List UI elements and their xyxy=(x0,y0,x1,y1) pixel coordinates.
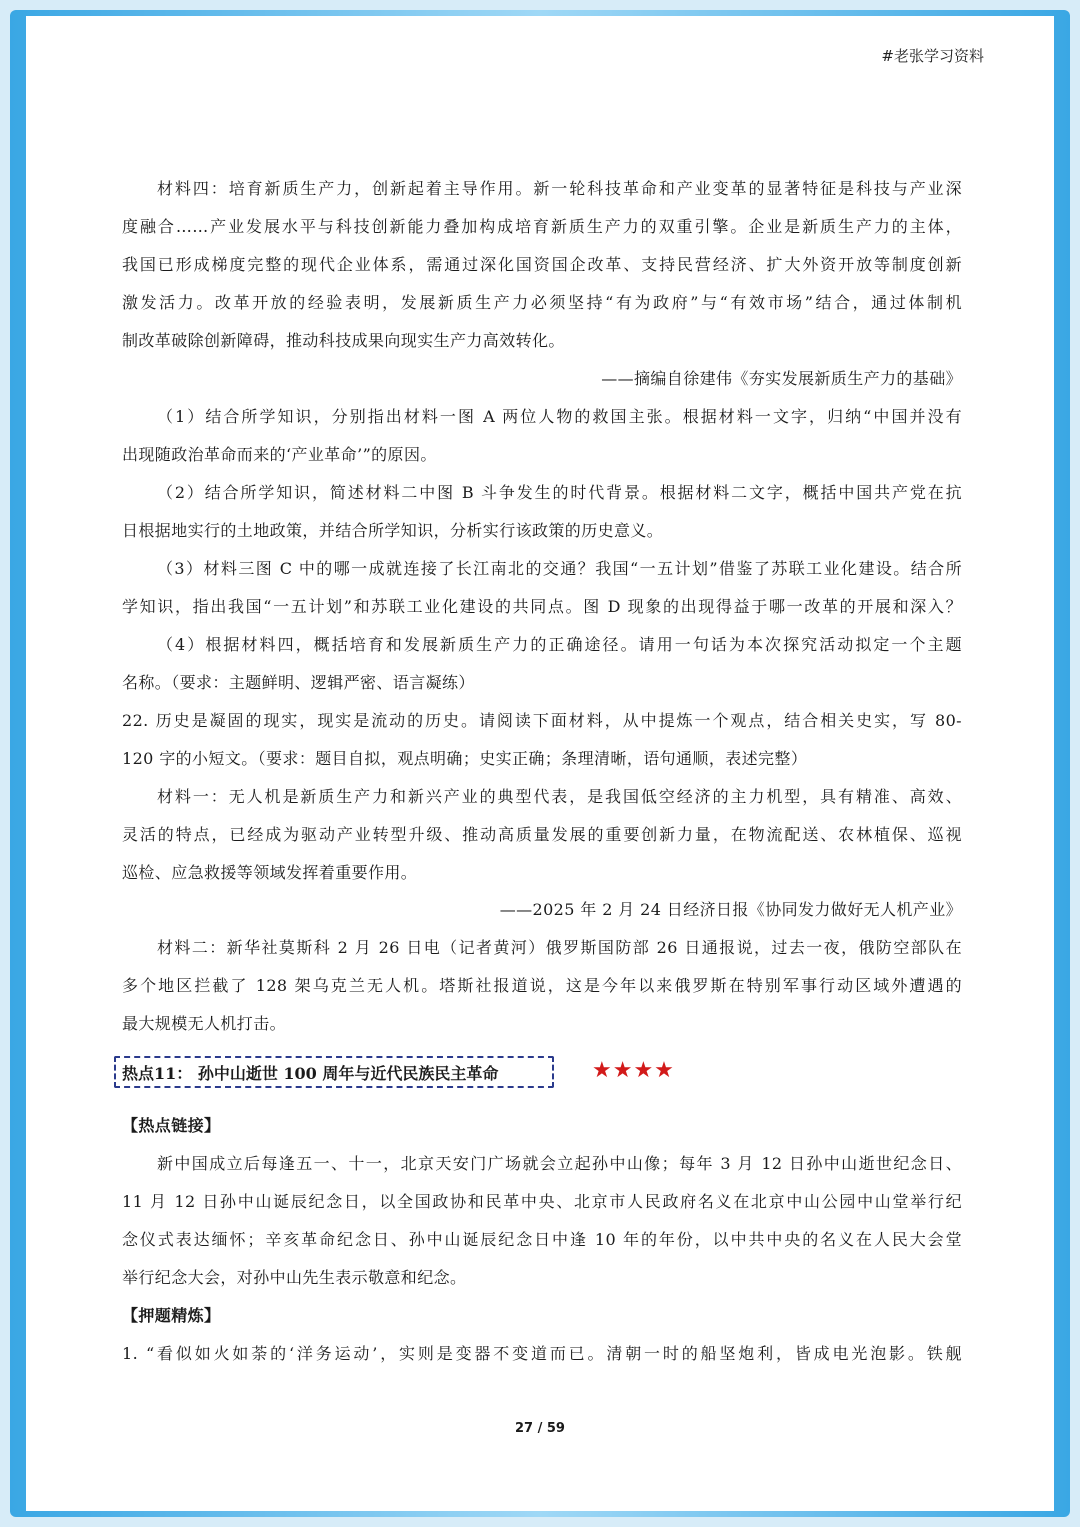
watermark: #老张学习资料 xyxy=(881,47,984,65)
question-2-line: 日根据地实行的土地政策，并结合所学知识，分析实行该政策的历史意义。 xyxy=(122,521,664,540)
question-4-line: （4）根据材料四，概括培育和发展新质生产力的正确途径。请用一句话为本次探究活动拟定一个主题 xyxy=(157,635,962,654)
hotspot-title: 热点11： 孙中山逝世 100 周年与近代民族民主革命 xyxy=(114,1056,554,1088)
question-3-line: （3）材料三图 C 中的哪一成就连接了长江南北的交通？我国“一五计划”借鉴了苏联工业化建设。结合所 xyxy=(157,559,962,578)
q22-material2-line: 多个地区拦截了 128 架乌克兰无人机。塔斯社报道说，这是今年以来俄罗斯在特别军事行动区域外遭遇的 xyxy=(122,976,962,995)
importance-stars: ★★★★ xyxy=(592,1058,675,1083)
question-1-line: 出现随政治革命而来的‘产业革命’”的原因。 xyxy=(122,445,437,464)
material4-line: 制改革破除创新障碍，推动科技成果向现实生产力高效转化。 xyxy=(122,331,565,350)
q22-material1-line: 巡检、应急救援等领域发挥着重要作用。 xyxy=(122,863,418,882)
exam-question-1: 1. “看似如火如荼的‘洋务运动’，实则是变器不变道而已。清朝一时的船坚炮利，皆成电光泡影。铁舰 xyxy=(122,1344,962,1363)
question-4-line: 名称。（要求：主题鲜明、逻辑严密、语言凝练） xyxy=(122,673,475,692)
material4-line: 度融合……产业发展水平与科技创新能力叠加构成培育新质生产力的双重引擎。企业是新质生产力的主体， xyxy=(122,217,962,236)
question-1-line: （1）结合所学知识，分别指出材料一图 A 两位人物的救国主张。根据材料一文字，归纳“中国并没有 xyxy=(157,407,962,426)
exam-heading: 【押题精炼】 xyxy=(122,1306,221,1325)
hotspot-link-heading: 【热点链接】 xyxy=(122,1116,221,1135)
page-number: 27 / 59 xyxy=(515,1421,565,1436)
hotspot-link-line: 新中国成立后每逢五一、十一，北京天安门广场就会立起孙中山像；每年 3 月 12 日孙中山逝世纪念日、 xyxy=(157,1154,962,1173)
question-22-line: 22. 历史是凝固的现实，现实是流动的历史。请阅读下面材料，从中提炼一个观点，结合相关史实，写 80- xyxy=(122,711,962,730)
question-2-line: （2）结合所学知识，简述材料二中图 B 斗争发生的时代背景。根据材料二文字，概括中国共产党在抗 xyxy=(157,483,962,502)
q22-material1-line: 灵活的特点，已经成为驱动产业转型升级、推动高质量发展的重要创新力量，在物流配送、农林植保、巡视 xyxy=(122,825,962,844)
q22-material1-line: 材料一：无人机是新质生产力和新兴产业的典型代表，是我国低空经济的主力机型，具有精准、高效、 xyxy=(157,787,962,806)
document-page xyxy=(26,16,1054,1511)
material4-line: 我国已形成梯度完整的现代企业体系，需通过深化国资国企改革、支持民营经济、扩大外资开放等制度创新 xyxy=(122,255,962,274)
q22-material1-source: ——2025 年 2 月 24 日经济日报《协同发力做好无人机产业》 xyxy=(499,900,962,919)
hotspot-link-line: 11 月 12 日孙中山诞辰纪念日，以全国政协和民革中央、北京市人民政府名义在北京中山公园中山堂举行纪 xyxy=(122,1192,962,1211)
material4-line: 激发活力。改革开放的经验表明，发展新质生产力必须坚持“有为政府”与“有效市场”结合，通过体制机 xyxy=(122,293,962,312)
material4-line: 材料四：培育新质生产力，创新起着主导作用。新一轮科技革命和产业变革的显著特征是科技与产业深 xyxy=(157,179,962,198)
question-3-line: 学知识，指出我国“一五计划”和苏联工业化建设的共同点。图 D 现象的出现得益于哪一改革的开展和深入？ xyxy=(122,597,962,616)
hotspot-link-line: 念仪式表达缅怀；辛亥革命纪念日、孙中山诞辰纪念日中逢 10 年的年份，以中共中央的名义在人民大会堂 xyxy=(122,1230,962,1249)
q22-material2-line: 材料二：新华社莫斯科 2 月 26 日电（记者黄河）俄罗斯国防部 26 日通报说，过去一夜，俄防空部队在 xyxy=(157,938,962,957)
material4-source: ——摘编自徐建伟《夯实发展新质生产力的基础》 xyxy=(601,369,962,388)
hotspot-link-line: 举行纪念大会，对孙中山先生表示敬意和纪念。 xyxy=(122,1268,467,1287)
question-22-line: 120 字的小短文。（要求：题目自拟，观点明确；史实正确；条理清晰，语句通顺，表述完整） xyxy=(122,749,808,768)
q22-material2-line: 最大规模无人机打击。 xyxy=(122,1014,287,1033)
